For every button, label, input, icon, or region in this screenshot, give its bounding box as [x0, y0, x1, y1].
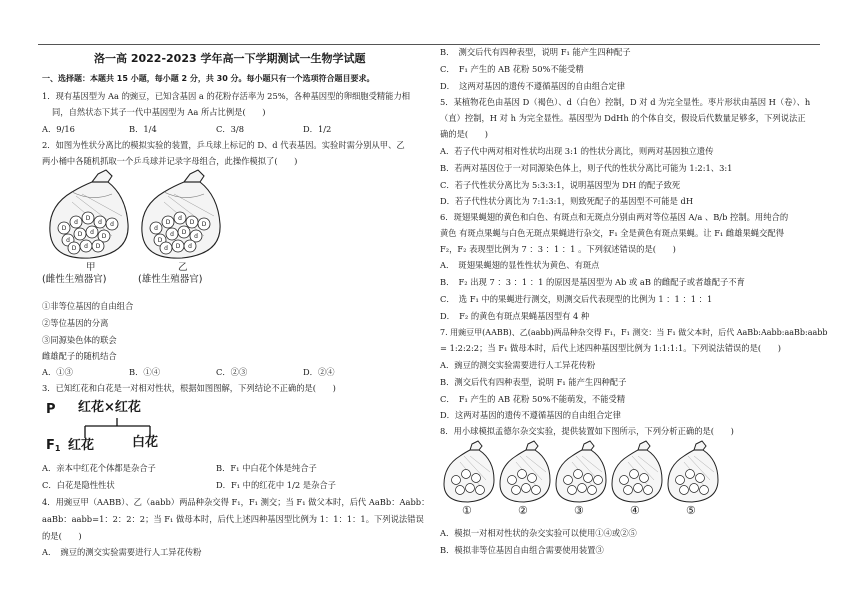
q6-option-b: B． F₂ 出现 7 ：3 ：1 ：1 的原因是基因型为 Ab 或 aB 的雌配子或者雄配子不育 — [440, 277, 745, 287]
q8-option-a: A．模拟一对相对性状的杂交实验可以使用①④或②⑤ — [440, 528, 637, 538]
q8-label-4: ④ — [630, 504, 640, 517]
q2-option-d: D．②④ — [303, 367, 335, 377]
q6-line-3: F₂，F₂ 表现型比例为 7 ：3 ：1 ：1 。下列叙述错误的是( ) — [440, 244, 676, 254]
q7-option-c: C． F₁ 产生的 AB 花粉 50%不能萌发，不能受精 — [440, 394, 626, 404]
q3-option-b: B．F₁ 中白花个体是纯合子 — [216, 463, 317, 473]
svg-text:d: d — [66, 237, 70, 244]
svg-text:D: D — [85, 215, 91, 222]
q8-label-2: ② — [518, 504, 528, 517]
q2-option-c: C．②③ — [216, 367, 248, 377]
q2-option-b: B．①④ — [129, 367, 160, 377]
q5-option-c: C．若子代性状分离比为 5:3:3:1，说明基因型为 DH 的配子致死 — [440, 180, 681, 190]
q1-line-1: 1．现有基因型为 Aa 的豌豆，已知含基因 a 的花粉存活率为 25%，各种基因型的卵细胞受精能力相 — [42, 91, 411, 101]
bag-jia-caption: (雌性生殖器官) — [42, 274, 107, 285]
svg-text:d: d — [90, 229, 94, 236]
svg-text:D: D — [157, 237, 163, 244]
bag-yi-caption: (雄性生殖器官) — [138, 274, 203, 285]
svg-text:d: d — [178, 215, 182, 222]
q4-option-c: C． F₁ 产生的 AB 花粉 50%不能受精 — [440, 64, 584, 74]
bag-jia — [50, 170, 128, 258]
svg-text:D: D — [201, 221, 207, 228]
q8-option-b: B．模拟非等位基因自由组合需要使用装置③ — [440, 545, 604, 555]
q8-bag-3 — [556, 441, 606, 502]
q1-option-a: A．9/16 — [42, 124, 75, 134]
q3-p-label: P — [46, 402, 56, 417]
q3-parent-cross: 红花×红花 — [78, 400, 141, 415]
q3-white-offspring: 白花 — [132, 435, 159, 450]
q2-option-a: A．①③ — [42, 367, 73, 377]
q6-option-d: D． F₂ 的黄色有斑点果蝇基因型有 4 种 — [440, 311, 590, 321]
q1-option-c: C．3/8 — [216, 124, 244, 134]
q3-red-offspring: 红花 — [68, 438, 95, 453]
svg-text:d: d — [84, 243, 88, 250]
q5-option-b: B．若两对基因位于一对同源染色体上，则子代的性状分离比可能为 1:2:1、3:1 — [440, 163, 733, 173]
q2-item-3: ③同源染色体的联会 — [42, 335, 117, 345]
q3-f1-label: $F_1$ — [46, 438, 61, 453]
q3-option-d: D．F₁ 中的红花中 1/2 是杂合子 — [216, 480, 336, 490]
q3-option-c: C．白花是隐性性状 — [42, 480, 115, 490]
q4-line-3: 的是( ) — [42, 531, 82, 541]
q1-option-d: D．1/2 — [303, 124, 332, 134]
svg-text:d: d — [154, 225, 158, 232]
bag-yi-label: 乙 — [178, 262, 188, 273]
q8-bag-4 — [612, 441, 662, 502]
q2-item-2: ②等位基因的分离 — [42, 318, 109, 328]
svg-text:d: d — [170, 231, 174, 238]
bag-yi — [142, 170, 220, 258]
q4-option-d: D． 这两对基因的遗传不遵循基因的自由组合定律 — [440, 81, 626, 91]
svg-text:D: D — [175, 243, 181, 250]
q4-option-a: A． 豌豆的测交实验需要进行人工异花传粉 — [42, 547, 202, 557]
exam-title: 洛一高 2022-2023 学年高一下学期测试一生物学试题 — [94, 52, 366, 65]
q8-label-5: ⑤ — [686, 504, 696, 517]
q7-option-b: B．测交后代有四种表型，说明 F₁ 能产生四种配子 — [440, 377, 627, 387]
q5-option-a: A．若子代中两对相对性状均出现 3:1 的性状分离比，则两对基因独立遗传 — [440, 146, 714, 156]
svg-text:d: d — [164, 245, 168, 252]
svg-text:d: d — [98, 219, 102, 226]
section-heading: 一、选择题：本题共 15 小题，每小题 2 分，共 30 分。每小题只有一个选项符合题目要求。 — [42, 74, 375, 83]
svg-text:D: D — [77, 231, 83, 238]
svg-text:D: D — [101, 233, 107, 240]
q5-option-d: D．若子代性状分离比为 7:1:3:1，则致死配子的基因型不可能是 dH — [440, 196, 694, 206]
q8-bag-2 — [500, 441, 550, 502]
bag-jia-label: 甲 — [86, 262, 96, 273]
q7-option-a: A．豌豆的测交实验需要进行人工异花传粉 — [440, 360, 596, 370]
svg-text:D: D — [71, 245, 77, 252]
q6-option-c: C． 选 F₁ 中的果蝇进行测交，则测交后代表现型的比例为 1 ：1 ：1 ：1 — [440, 294, 713, 304]
svg-text:d: d — [194, 233, 198, 240]
q8-bag-1 — [444, 441, 494, 502]
svg-text:d: d — [110, 221, 114, 228]
q5-line-2: （直）控制，H 对 h 为完全显性。基因型为 DdHh 的个体自交，假设后代数量足够多，下列说法正 — [440, 113, 806, 123]
q4-line-2: aaBb：aabb=1：2：2：2；当 F₁ 做母本时，后代上述四种基因型比例为 1：1：1：1。下列说法错误 — [42, 514, 424, 524]
q4-option-b: B． 测交后代有四种表型，说明 F₁ 能产生四种配子 — [440, 47, 631, 57]
q5-line-3: 确的是( ) — [440, 129, 488, 139]
q3-option-a: A．亲本中红花个体都是杂合子 — [42, 463, 156, 473]
q4-line-1: 4．用豌豆甲（AABB）、乙（aabb）两品种杂交得 F₁，F₁ 测交；当 F₁ 做父本时，后代 AaBb：Aabb： — [42, 497, 430, 507]
svg-text:D: D — [165, 219, 171, 226]
q2-line-2: 两小桶中各随机抓取一个乒乓球并记录字母组合，此操作模拟了( ) — [42, 156, 298, 166]
q6-line-2: 黄色 有斑点果蝇与白色无斑点果蝇进行杂交，F₁ 全是黄色有斑点果蝇。让 F₁ 雌雄果蝇交配得 — [440, 228, 784, 238]
q7-option-d: D．这两对基因的遗传不遵循基因的自由组合定律 — [440, 410, 621, 420]
svg-text:d: d — [188, 243, 192, 250]
q1-line-2: 同，自然状态下其子一代中基因型为 Aa 所占比例是( ) — [52, 107, 266, 117]
svg-text:D: D — [95, 243, 101, 250]
q5-line-1: 5．某植物花色由基因 D（褐色）、d（白色）控制，D 对 d 为完全显性。枣片形状由基因 H（卷）、h — [440, 97, 811, 107]
q8-stem: 8．用小球模拟孟德尔杂交实验，提供装置如下图所示，下列分析正确的是( ) — [440, 426, 734, 436]
svg-text:D: D — [189, 219, 195, 226]
q3-stem: 3．已知红花和白花是一对相对性状，根据如图图解，下列结论不正确的是( ) — [42, 383, 336, 393]
q1-option-b: B．1/4 — [129, 124, 157, 134]
q7-line-1: 7. 用豌豆甲(AABB)、乙(aabb)两品种杂交得 F₁，F₁ 测交：当 F₁ 做父本时，后代 AaBb:Aabb:aaBb:aabb — [440, 328, 828, 337]
q6-option-a: A． 斑翅果蝇翅的显性性状为黄色、有斑点 — [440, 260, 600, 270]
q2-item-1: ①非等位基因的自由组合 — [42, 301, 134, 311]
svg-text:d: d — [74, 219, 78, 226]
q8-label-1: ① — [462, 504, 472, 517]
svg-text:D: D — [61, 225, 67, 232]
q8-bag-5 — [668, 441, 718, 502]
q2-line-1: 2．如图为性状分离比的模拟实验的装置，乒乓球上标记的 D、d 代表基因。实验时需分别从甲、乙 — [42, 140, 405, 150]
q8-label-3: ③ — [574, 504, 584, 517]
q7-line-2: = 1:2:2:2；当 F₁ 做母本时，后代上述四种基因型比例为 1:1:1:1。下列说法错误的是( ) — [440, 343, 781, 353]
top-rule — [38, 44, 820, 45]
svg-text:D: D — [181, 229, 187, 236]
q6-line-1: 6．斑翅果蝇翅的黄色和白色、有斑点和无斑点分别由两对等位基因 A/a 、B/b 控制。用纯合的 — [440, 212, 789, 222]
q2-item-4: 雌雄配子的随机结合 — [42, 351, 117, 361]
